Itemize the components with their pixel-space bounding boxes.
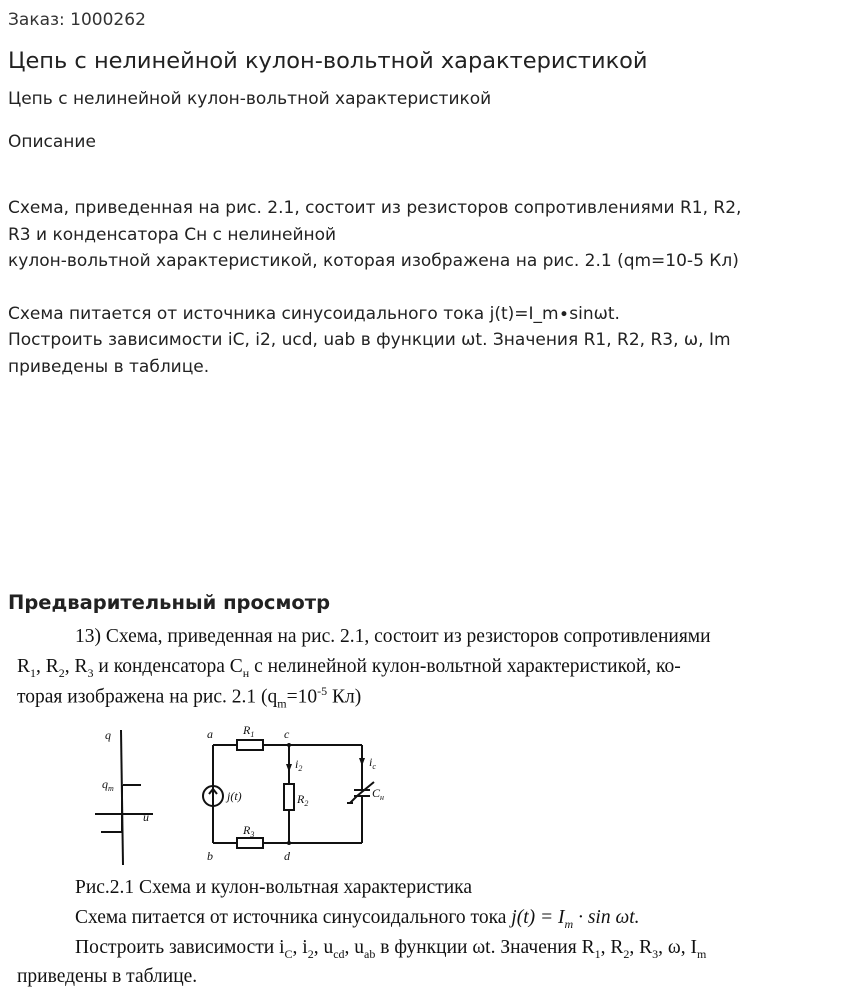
- node-b-label: b: [207, 849, 213, 863]
- r1-label: $R_1$: [243, 723, 255, 739]
- preview-line: торая изображена на рис. 2.1 ($q_m=10^{-5}$ Кл): [17, 684, 362, 711]
- node-c-label: c: [284, 727, 290, 741]
- description-line: приведены в таблице.: [8, 356, 210, 377]
- u-label: u: [143, 810, 149, 824]
- preview-line: Построить зависимости $i_C$, $i_2$, $u_{cd}$, $u_{ab}$ в функции ωt. Значения $R_1$, $R_2$, $R_3$, ω, $I_m$: [75, 937, 707, 961]
- description-line: Схема, приведенная на рис. 2.1, состоит из резисторов сопротивлениями R1, R2,: [8, 198, 742, 218]
- q-label: q: [105, 728, 111, 742]
- i2-label: $i_2$: [295, 757, 303, 773]
- figure-caption: Рис.2.1 Схема и кулон-вольтная характеристика: [75, 877, 473, 898]
- i2-arrow: [286, 764, 292, 772]
- source-formula: $j(t) = I_m \cdot \sin \omega t$.: [511, 907, 640, 931]
- page-subtitle: Цепь с нелинейной кулон-вольтной характеристикой: [8, 89, 492, 109]
- jt-label: j(t): [227, 789, 242, 803]
- description-line: кулон-вольтной характеристикой, которая изображена на рис. 2.1 (qm=10-5 Кл): [8, 251, 739, 271]
- preview-line: 13) Схема, приведенная на рис. 2.1, состоит из резисторов сопротивлениями: [75, 626, 711, 647]
- cn-label: $C_н$: [372, 786, 384, 802]
- order-number: Заказ: 1000262: [8, 10, 146, 30]
- description-line: Схема питается от источника синусоидального тока j(t)=I_m∙sinωt.: [8, 303, 620, 324]
- qm-label: $q_m$: [102, 777, 114, 793]
- ic-arrow: [359, 758, 365, 766]
- preview-line: $R_1$, $R_2$, $R_3$ и конденсатора $С_н$ с нелинейной кулон-вольтной характеристикой, ко-: [17, 656, 681, 680]
- description-text: [8, 195, 838, 380]
- circuit-figure: [85, 720, 385, 870]
- description-line: Построить зависимости iC, i2, ucd, uab в функции ωt. Значения R1, R2, R3, ω, Im: [8, 330, 731, 350]
- r3-label: $R_3$: [243, 823, 255, 839]
- description-line: R3 и конденсатора Сн с нелинейной: [8, 224, 337, 245]
- r3-resistor: [237, 838, 263, 848]
- qu-characteristic: [95, 730, 153, 865]
- r2-resistor: [284, 784, 294, 810]
- page-title: Цепь с нелинейной кулон-вольтной характеристикой: [8, 48, 648, 74]
- preview-line: приведены в таблице.: [17, 966, 198, 987]
- node-d-label: d: [284, 849, 290, 863]
- preview-scan: [0, 620, 847, 998]
- r2-label: $R_2$: [297, 792, 309, 808]
- node-a-label: a: [207, 727, 213, 741]
- preview-line: Схема питается от источника синусоидального тока $j(t) = I_m \cdot \sin \omega t$.: [75, 907, 640, 931]
- ic-label: $i_c$: [369, 755, 376, 771]
- description-heading: Описание: [8, 132, 96, 152]
- r1-resistor: [237, 740, 263, 750]
- preview-heading: Предварительный просмотр: [8, 591, 331, 614]
